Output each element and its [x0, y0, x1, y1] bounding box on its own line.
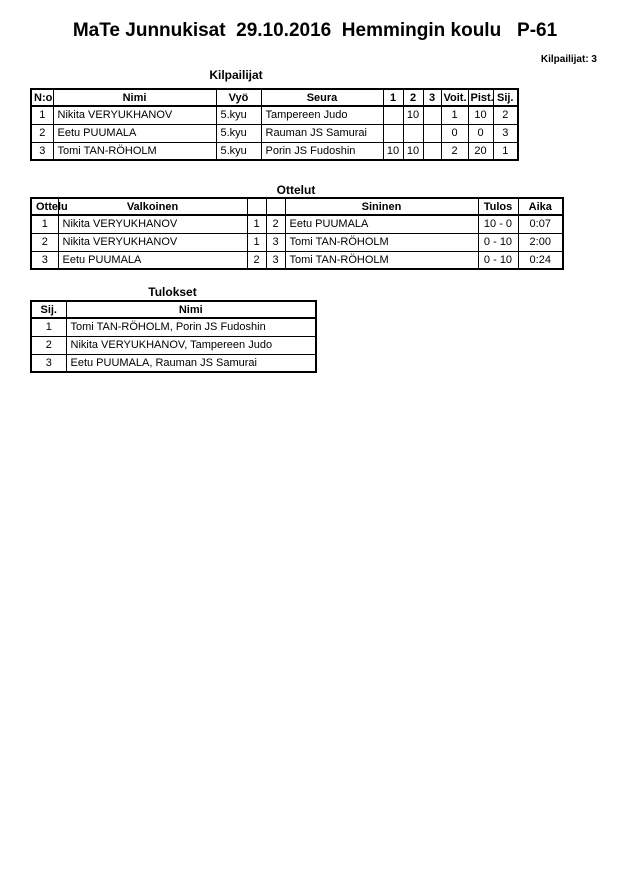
cell-blue-no: 3 — [266, 251, 285, 269]
col-header-round-3: 3 — [423, 89, 441, 106]
competitor-row — [31, 124, 518, 142]
cell-belt: 5.kyu — [216, 124, 261, 142]
cell-white-no: 2 — [247, 251, 266, 269]
col-header-points: Pist. — [468, 89, 493, 106]
match-row — [31, 233, 563, 251]
matches-heading: Ottelut — [276, 183, 316, 197]
cell-round-2: 10 — [403, 106, 423, 124]
cell-no: 3 — [31, 142, 53, 160]
cell-name: Eetu PUUMALA — [53, 124, 216, 142]
cell-blue-no: 3 — [266, 233, 285, 251]
competitor-row — [31, 106, 518, 124]
cell-round-1 — [383, 106, 403, 124]
col-header-no: N:o — [31, 89, 53, 106]
results-table — [30, 300, 317, 373]
cell-points: 20 — [468, 142, 493, 160]
cell-round-3 — [423, 142, 441, 160]
cell-match-no: 2 — [31, 233, 58, 251]
matches-header-row — [31, 198, 563, 215]
competitor-row — [31, 142, 518, 160]
cell-white: Eetu PUUMALA — [58, 251, 247, 269]
result-row — [31, 318, 316, 336]
cell-name: Tomi TAN-RÖHOLM, Porin JS Fudoshin — [66, 318, 316, 336]
result-row — [31, 354, 316, 372]
cell-result: 0 - 10 — [478, 233, 518, 251]
cell-club: Tampereen Judo — [261, 106, 383, 124]
matches-table — [30, 197, 564, 270]
cell-no: 1 — [31, 106, 53, 124]
results-heading: Tulokset — [148, 285, 197, 299]
cell-round-1 — [383, 124, 403, 142]
cell-time: 0:24 — [518, 251, 563, 269]
cell-club: Porin JS Fudoshin — [261, 142, 383, 160]
result-row — [31, 336, 316, 354]
cell-wins: 1 — [441, 106, 468, 124]
competitors-table — [30, 88, 519, 161]
cell-points: 0 — [468, 124, 493, 142]
cell-blue: Tomi TAN-RÖHOLM — [285, 233, 478, 251]
cell-white-no: 1 — [247, 215, 266, 233]
cell-placement: 1 — [493, 142, 518, 160]
match-row — [31, 215, 563, 233]
cell-match-no: 1 — [31, 215, 58, 233]
col-header-blue-no — [266, 198, 285, 215]
col-header-name: Nimi — [66, 301, 316, 318]
cell-name: Nikita VERYUKHANOV — [53, 106, 216, 124]
cell-result: 0 - 10 — [478, 251, 518, 269]
cell-name: Nikita VERYUKHANOV, Tampereen Judo — [66, 336, 316, 354]
cell-belt: 5.kyu — [216, 106, 261, 124]
col-header-time: Aika — [518, 198, 563, 215]
match-row — [31, 251, 563, 269]
col-header-white: Valkoinen — [58, 198, 247, 215]
cell-name: Eetu PUUMALA, Rauman JS Samurai — [66, 354, 316, 372]
cell-placement: 3 — [493, 124, 518, 142]
results-header-row — [31, 301, 316, 318]
col-header-match-no: Ottelu — [31, 198, 58, 215]
col-header-club: Seura — [261, 89, 383, 106]
cell-time: 2:00 — [518, 233, 563, 251]
competitors-header-row — [31, 89, 518, 106]
cell-round-2: 10 — [403, 142, 423, 160]
cell-blue-no: 2 — [266, 215, 285, 233]
col-header-white-no — [247, 198, 266, 215]
cell-blue: Eetu PUUMALA — [285, 215, 478, 233]
cell-placement: 2 — [31, 336, 66, 354]
cell-round-2 — [403, 124, 423, 142]
page-title: MaTe Junnukisat 29.10.2016 Hemmingin koulu P-61 — [72, 20, 558, 41]
competitors-heading: Kilpailijat — [209, 68, 263, 82]
cell-placement: 3 — [31, 354, 66, 372]
cell-club: Rauman JS Samurai — [261, 124, 383, 142]
col-header-placement: Sij. — [493, 89, 518, 106]
col-header-result: Tulos — [478, 198, 518, 215]
cell-white: Nikita VERYUKHANOV — [58, 233, 247, 251]
cell-round-3 — [423, 124, 441, 142]
cell-placement: 2 — [493, 106, 518, 124]
cell-round-3 — [423, 106, 441, 124]
col-header-name: Nimi — [53, 89, 216, 106]
col-header-round-2: 2 — [403, 89, 423, 106]
cell-belt: 5.kyu — [216, 142, 261, 160]
cell-time: 0:07 — [518, 215, 563, 233]
cell-placement: 1 — [31, 318, 66, 336]
cell-white-no: 1 — [247, 233, 266, 251]
cell-wins: 0 — [441, 124, 468, 142]
col-header-belt: Vyö — [216, 89, 261, 106]
col-header-placement: Sij. — [31, 301, 66, 318]
col-header-blue: Sininen — [285, 198, 478, 215]
cell-name: Tomi TAN-RÖHOLM — [53, 142, 216, 160]
cell-result: 10 - 0 — [478, 215, 518, 233]
cell-white: Nikita VERYUKHANOV — [58, 215, 247, 233]
cell-round-1: 10 — [383, 142, 403, 160]
col-header-wins: Voit. — [441, 89, 468, 106]
cell-match-no: 3 — [31, 251, 58, 269]
cell-wins: 2 — [441, 142, 468, 160]
competitor-count-label: Kilpailijat: 3 — [540, 54, 597, 65]
col-header-round-1: 1 — [383, 89, 403, 106]
cell-blue: Tomi TAN-RÖHOLM — [285, 251, 478, 269]
cell-no: 2 — [31, 124, 53, 142]
cell-points: 10 — [468, 106, 493, 124]
